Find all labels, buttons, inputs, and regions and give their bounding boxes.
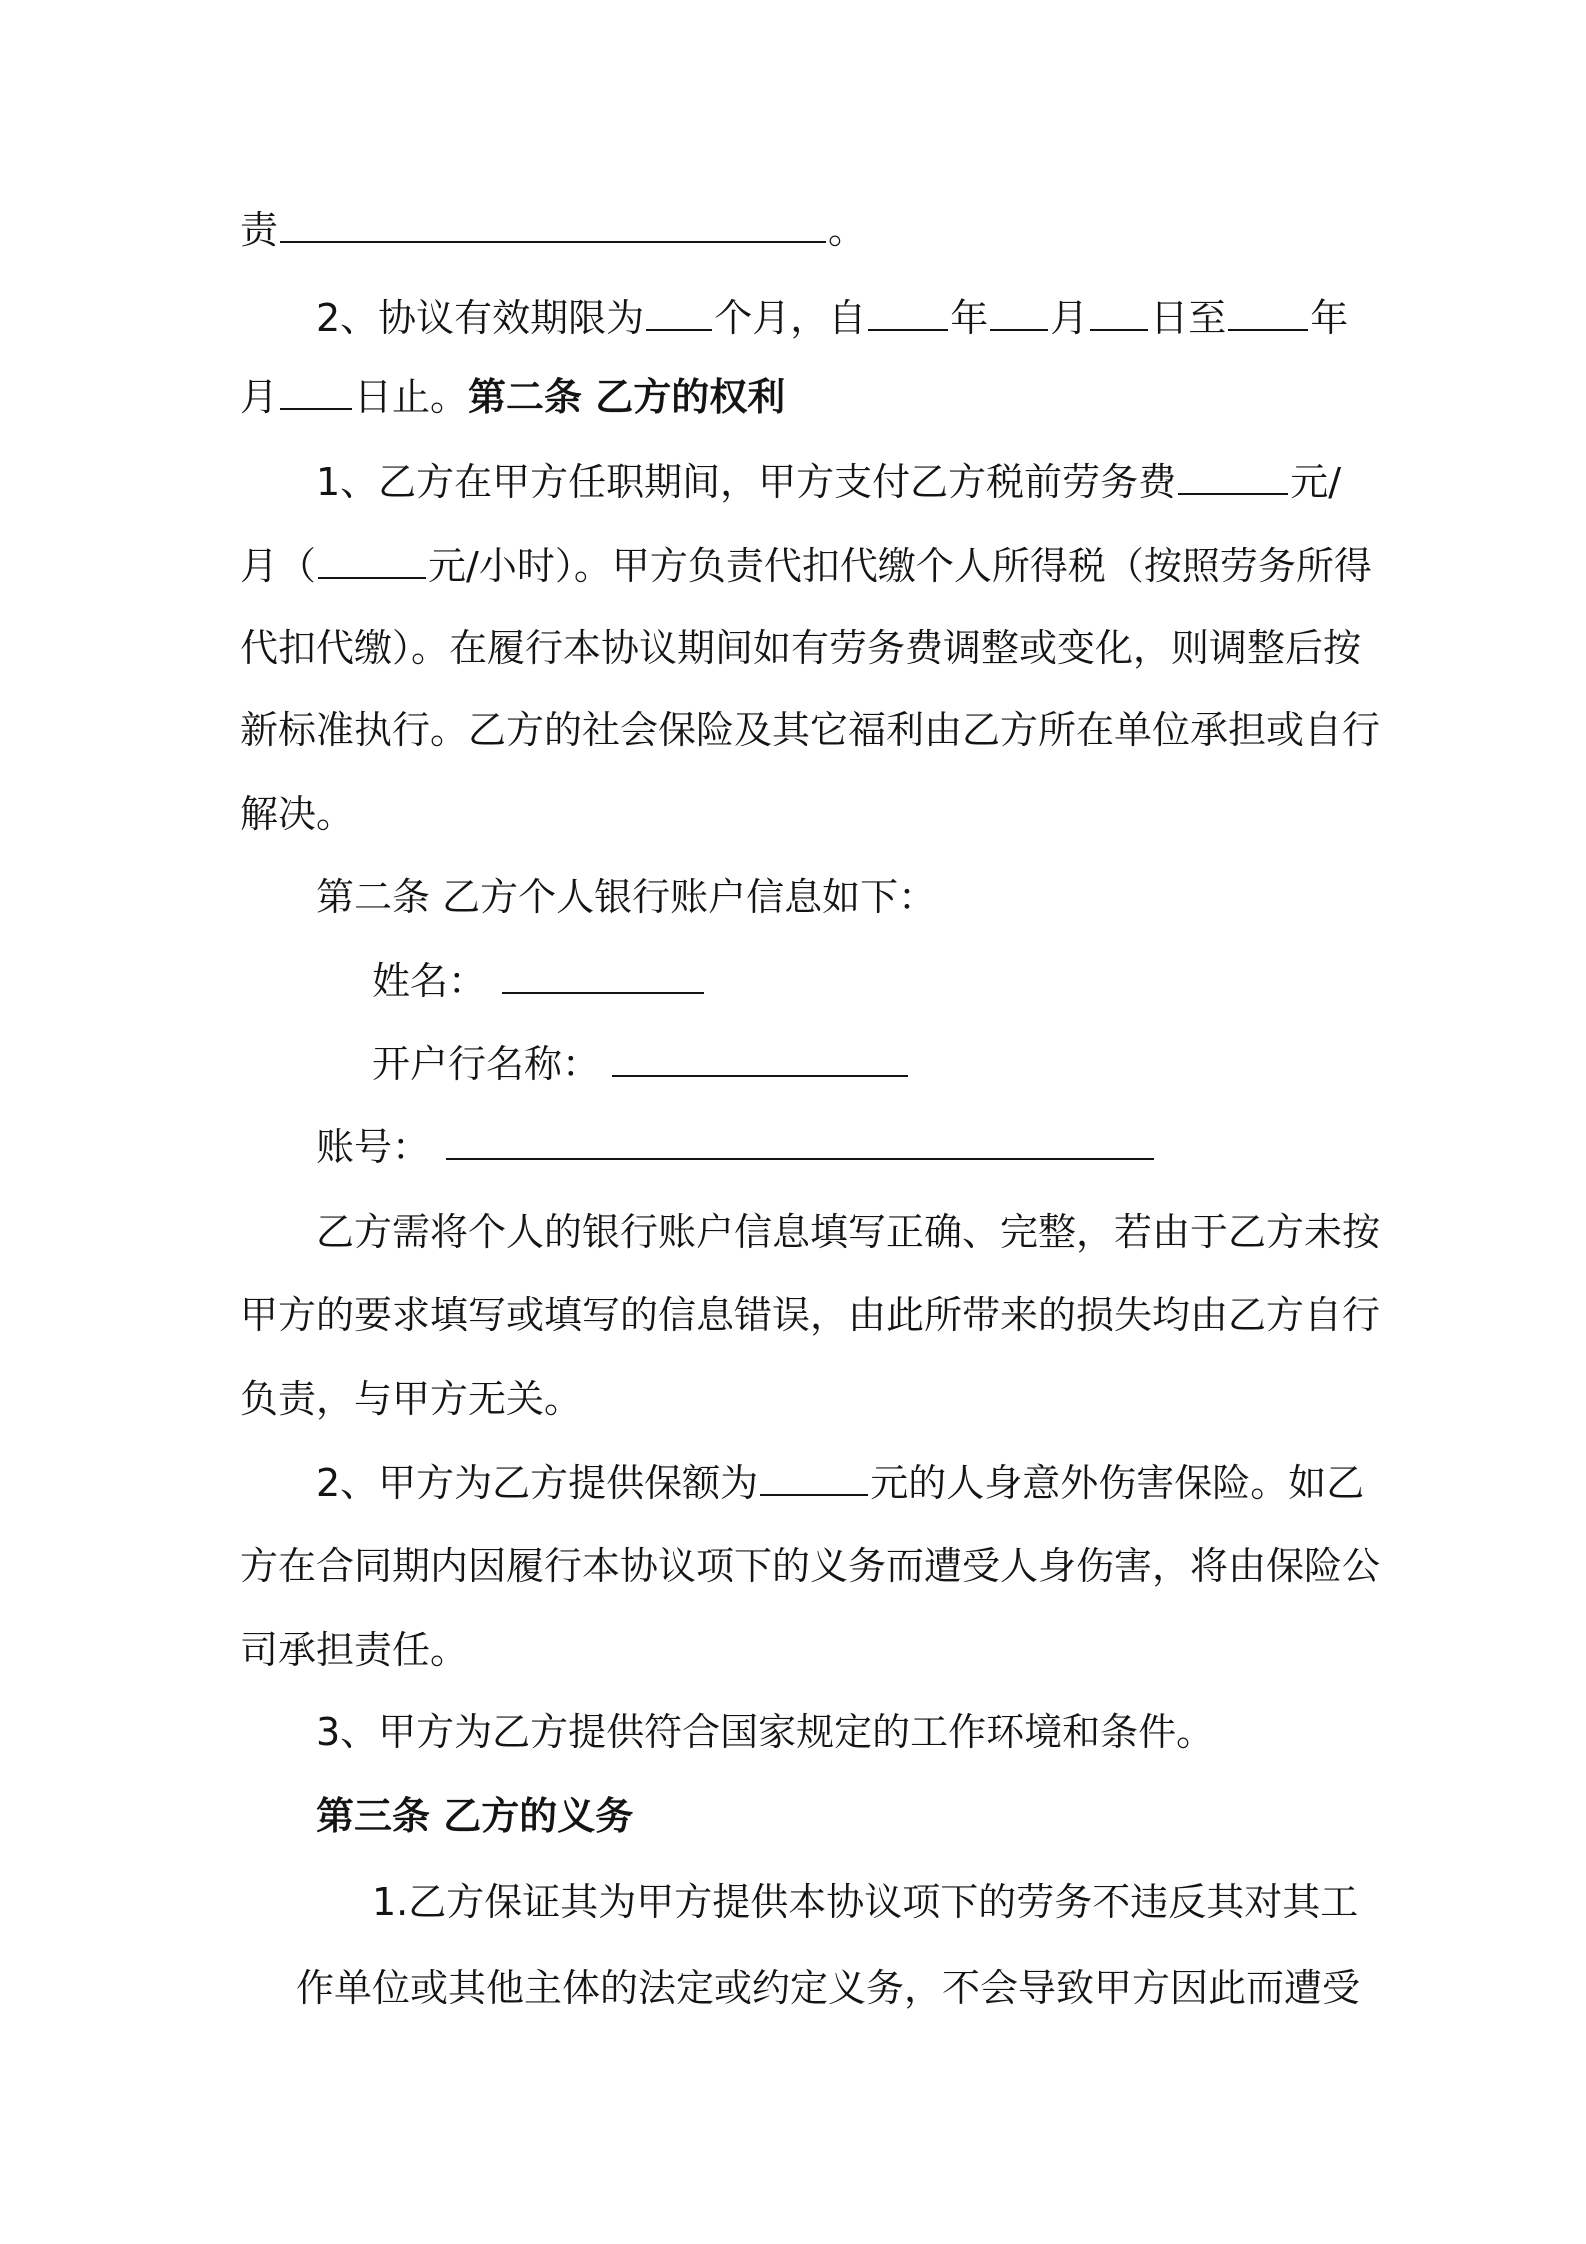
line-4 — [316, 457, 1341, 507]
blank-hourly-fee[interactable] — [318, 541, 426, 579]
line-2 — [316, 293, 1348, 343]
line-13: 乙方需将个人的银行账户信息填写正确、完整，若由于乙方未按 — [316, 1210, 1381, 1254]
blank-start-year[interactable] — [868, 293, 948, 331]
text: 元/ — [1290, 460, 1341, 504]
line-21: 1.乙方保证其为甲方提供本协议项下的劳务不违反其对其工 — [372, 1880, 1359, 1924]
section-heading: 第二条 乙方的权利 — [468, 375, 786, 419]
line-16 — [316, 1458, 1364, 1508]
line-6: 代扣代缴）。在履行本协议期间如有劳务费调整或变化，则调整后按 — [240, 626, 1362, 670]
blank-start-day[interactable] — [1090, 293, 1148, 331]
text: 日止。 — [354, 375, 469, 419]
line-3 — [240, 372, 785, 422]
line-5 — [240, 541, 1372, 591]
text: 个月，自 — [714, 296, 867, 340]
line-22: 作单位或其他主体的法定或约定义务，不会导致甲方因此而遭受 — [296, 1966, 1361, 2010]
line-8: 解决。 — [240, 792, 355, 836]
text: 日至 — [1150, 296, 1227, 340]
text: 月 — [240, 375, 279, 419]
name-field[interactable] — [502, 956, 704, 994]
text: 元/小时）。甲方负责代扣代缴个人所得税（按照劳务所得 — [428, 544, 1372, 588]
account-number-field[interactable] — [446, 1122, 1154, 1160]
blank-end-year[interactable] — [1228, 293, 1308, 331]
line-19: 3、甲方为乙方提供符合国家规定的工作环境和条件。 — [316, 1710, 1215, 1754]
line-10 — [372, 956, 706, 1006]
text: 月（ — [240, 544, 317, 588]
text: 责 — [240, 208, 279, 252]
bank-name-field[interactable] — [612, 1039, 908, 1077]
text: 年 — [1310, 296, 1349, 340]
line-7: 新标准执行。乙方的社会保险及其它福利由乙方所在单位承担或自行 — [240, 708, 1381, 752]
line-9: 第二条 乙方个人银行账户信息如下： — [316, 875, 937, 919]
blank-months[interactable] — [646, 293, 712, 331]
line-18: 司承担责任。 — [240, 1628, 469, 1672]
text: 年 — [950, 296, 989, 340]
blank-field[interactable] — [280, 205, 826, 243]
text: 姓名： — [372, 959, 487, 1003]
text: 1、乙方在甲方任职期间，甲方支付乙方税前劳务费 — [316, 460, 1177, 504]
blank-end-month[interactable] — [280, 372, 352, 410]
line-12 — [316, 1122, 1156, 1172]
text: 账号： — [316, 1125, 431, 1169]
text: 元的人身意外伤害保险。如乙 — [870, 1461, 1365, 1505]
line-1 — [240, 205, 866, 255]
line-17: 方在合同期内因履行本协议项下的义务而遭受人身伤害，将由保险公 — [240, 1544, 1381, 1588]
line-11 — [372, 1039, 910, 1089]
text: 月 — [1050, 296, 1089, 340]
line-15: 负责，与甲方无关。 — [240, 1377, 583, 1421]
text: 2、协议有效期限为 — [316, 296, 645, 340]
blank-monthly-fee[interactable] — [1178, 457, 1288, 495]
blank-start-month[interactable] — [990, 293, 1048, 331]
section-heading-3: 第三条 乙方的义务 — [316, 1794, 634, 1838]
blank-insurance-amount[interactable] — [760, 1458, 868, 1496]
text: 2、甲方为乙方提供保额为 — [316, 1461, 759, 1505]
text: 开户行名称： — [372, 1042, 601, 1086]
text: 。 — [828, 208, 867, 252]
line-14: 甲方的要求填写或填写的信息错误，由此所带来的损失均由乙方自行 — [240, 1293, 1381, 1337]
